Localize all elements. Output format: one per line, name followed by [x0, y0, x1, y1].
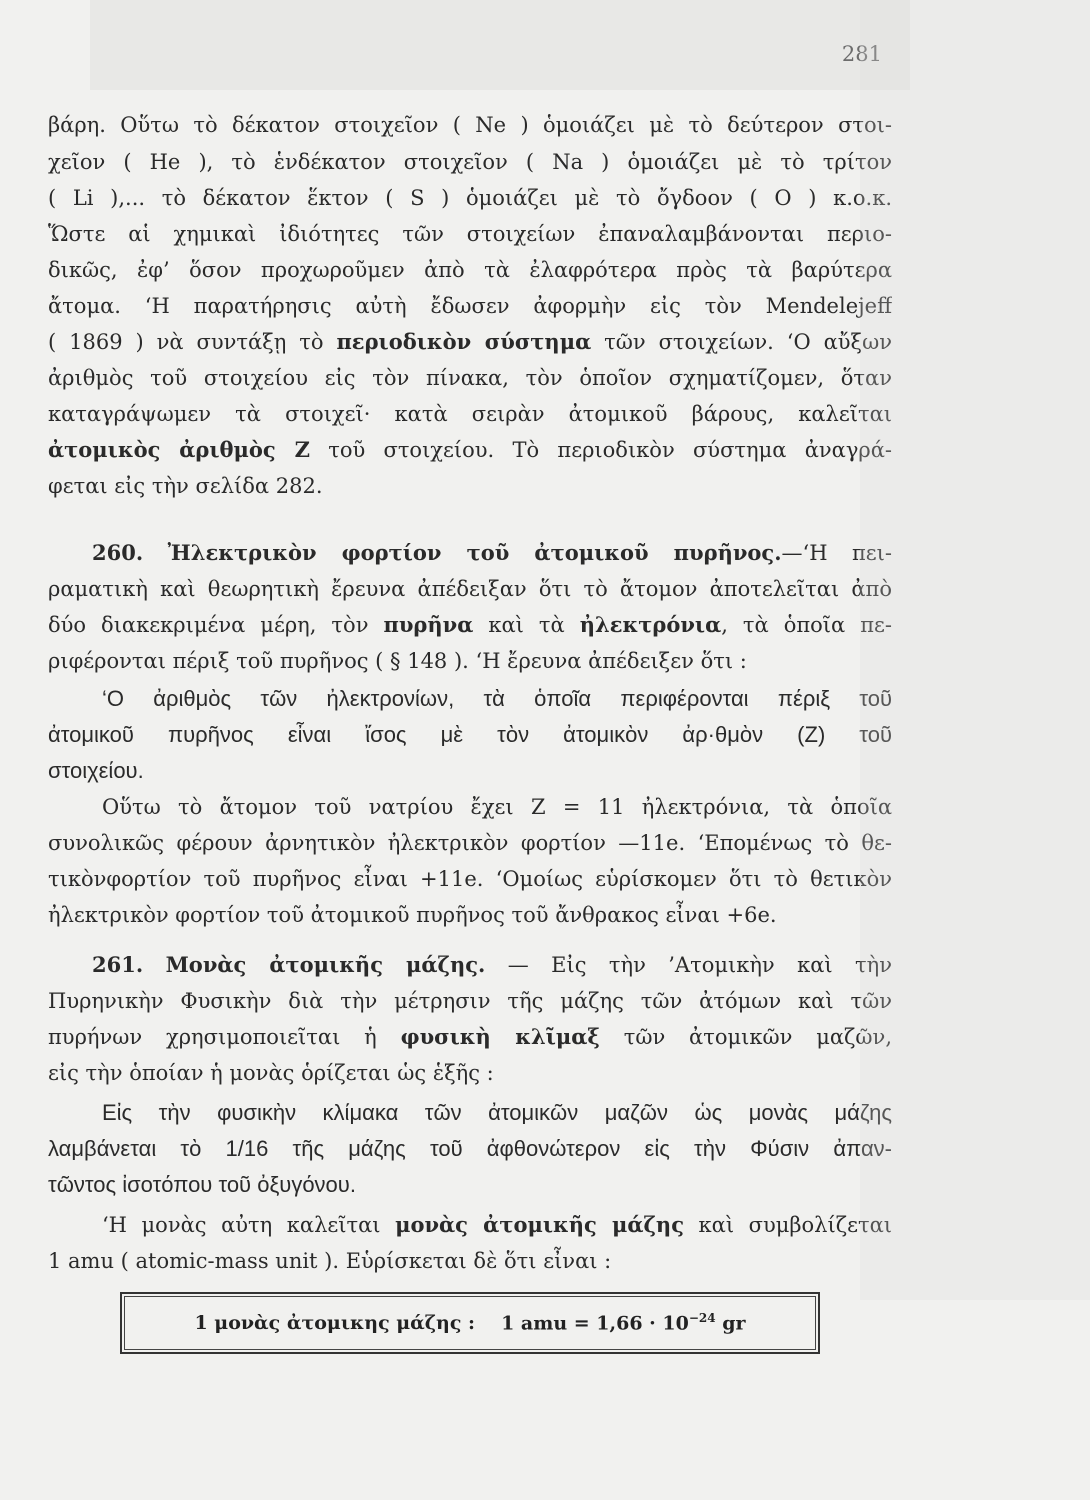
text-line: βάρη. Οὕτω τὸ δέκατον στοιχεῖον ( Ne ) ὁμοιάζει μὲ τὸ δεύτερον στοι- — [48, 113, 892, 137]
text-line: φεται εἰς τὴν σελίδα 282. — [48, 474, 323, 498]
term-electrons: ἠλεκτρόνια — [579, 612, 722, 637]
text-line: πυρήνων χρησιμοποιεῖται ἡ φυσικὴ κλῖμαξ τῶν ἀτομικῶν μαζῶν, — [48, 1024, 892, 1049]
term-nucleus: πυρῆνα — [383, 612, 474, 637]
text-line: καταγράψωμεν τὰ στοιχεῖ· κατὰ σειρὰν ἀτομικοῦ βάρους, καλεῖται — [48, 402, 892, 426]
text-line: ραματικὴ καὶ θεωρητικὴ ἔρευνα ἀπέδειξαν ὅτι τὸ ἄτομον ἀποτελεῖται ἀπὸ — [48, 577, 892, 601]
section-260-heading: 260. Ἠλεκτρικὸν φορτίον τοῦ ἀτομικοῦ πυρῆνος.—‘Η πει- — [92, 540, 892, 565]
text-line: δικῶς, ἐφ’ ὅσον προχωροῦμεν ἀπὸ τὰ ἐλαφρότερα πρὸς τὰ βαρύτερα — [48, 258, 892, 282]
term-physical-scale: φυσικὴ κλῖμαξ — [400, 1024, 600, 1049]
text-line: χεῖον ( He ), τὸ ἑνδέκατον στοιχεῖον ( Na ) ὁμοιάζει μὲ τὸ τρίτον — [48, 150, 892, 174]
text-line: ( Li ),... τὸ δέκατον ἕκτον ( S ) ὁμοιάζει μὲ τὸ ὄγδοον ( O ) κ.ο.κ. — [48, 186, 892, 210]
section-title: Μονὰς ἀτομικῆς μάζης. — [165, 952, 486, 977]
definition-box — [120, 1292, 820, 1354]
section-number: 260. — [92, 540, 144, 565]
text-line: Οὕτω τὸ ἄτομον τοῦ νατρίου ἔχει Z = 11 ἠλεκτρόνια, τὰ ὁποῖα — [102, 795, 892, 819]
text-line: ( 1869 ) νὰ συντάξῃ τὸ περιοδικὸν σύστημα τῶν στοιχείων. ‘Ο αὔξων — [48, 329, 892, 354]
text-line: ριφέρονται πέριξ τοῦ πυρῆνος ( § 148 ). ‘Η ἔρευνα ἀπέδειξεν ὅτι : — [48, 649, 747, 673]
term-amu: μονὰς ἀτομικῆς μάζης — [395, 1212, 684, 1237]
rule-line: ἀτομικοῦ πυρῆνος εἶναι ἴσος μὲ τὸν ἀτομικὸν ἀρ·θμὸν (Z) τοῦ — [48, 722, 892, 747]
text-line: εἰς τὴν ὁποίαν ἡ μονὰς ὁρίζεται ὡς ἑξῆς : — [48, 1061, 494, 1085]
rule-line: Εἰς τὴν φυσικὴν κλίμακα τῶν ἀτομικῶν μαζῶν ὡς μονὰς μάζης — [102, 1100, 892, 1125]
rule-line: τῶντος ἰσοτόπου τοῦ ὀξυγόνου. — [48, 1172, 356, 1197]
rule-line: στοιχείου. — [48, 758, 144, 783]
text-line: Ὥστε αἱ χημικαὶ ἰδιότητες τῶν στοιχείων ἐπαναλαμβάνονται περιο- — [48, 222, 892, 246]
section-title: Ἠλεκτρικὸν φορτίον τοῦ ἀτομικοῦ πυρῆνος. — [167, 540, 782, 565]
text-line: ἄτομα. ‘Η παρατήρησις αὐτὴ ἔδωσεν ἀφορμὴν εἰς τὸν Mendelejeff — [48, 294, 892, 318]
text-line: ‘Η μονὰς αὐτη καλεῖται μονὰς ἀτομικῆς μάζης καὶ συμβολίζεται — [102, 1212, 892, 1237]
text-line: ἠλεκτρικὸν φορτίον τοῦ ἀτομικοῦ πυρῆνος τοῦ ἄνθρακος εἶναι +6e. — [48, 903, 777, 927]
text-line: δύο διακεκριμένα μέρη, τὸν πυρῆνα καὶ τὰ ἠλεκτρόνια, τὰ ὁποῖα πε- — [48, 612, 892, 637]
box-label: 1 μονὰς ἀτομικης μάζης : — [194, 1312, 476, 1334]
text-line: 1 amu ( atomic-mass unit ). Εὑρίσκεται δὲ ὅτι εἶναι : — [48, 1249, 612, 1273]
text-line: τικὸνφορτίον τοῦ πυρῆνος εἶναι +11e. ‘Ομοίως εὑρίσκομεν ὅτι τὸ θετικὸν — [48, 867, 892, 891]
text-line: ἀτομικὸς ἀριθμὸς Z τοῦ στοιχείου. Τὸ περιοδικὸν σύστημα ἀναγρά- — [48, 437, 892, 462]
term-atomic-number: ἀτομικὸς ἀριθμὸς Z — [48, 437, 310, 462]
box-equation: 1 amu = $1,66 \cdot 10^{-24}$ gr — [501, 1311, 746, 1335]
section-261-heading: 261. Μονὰς ἀτομικῆς μάζης. — Εἰς τὴν ’Ατομικὴν καὶ τὴν — [92, 952, 892, 977]
page-number: 281 — [841, 42, 882, 66]
section-number: 261. — [92, 952, 144, 977]
text-line: συνολικῶς φέρουν ἀρνητικὸν ἠλεκτρικὸν φορτίον —11e. ‘Επομένως τὸ θε- — [48, 831, 892, 855]
rule-line: ‘Ο ἀριθμὸς τῶν ἠλεκτρονίων, τὰ ὁποῖα περιφέρονται πέριξ τοῦ — [102, 686, 892, 711]
text-line: ἀριθμὸς τοῦ στοιχείου εἰς τὸν πίνακα, τὸν ὁποῖον σχηματίζομεν, ὅταν — [48, 366, 892, 390]
text-line: Πυρηνικὴν Φυσικὴν διὰ τὴν μέτρησιν τῆς μάζης τῶν ἀτόμων καὶ τῶν — [48, 989, 892, 1013]
rule-line: λαμβάνεται τὸ 1/16 τῆς μάζης τοῦ ἀφθονώτερον εἰς τὴν Φύσιν ἀπαν- — [48, 1136, 892, 1161]
term-periodic-system: περιοδικὸν σύστημα — [336, 329, 592, 354]
